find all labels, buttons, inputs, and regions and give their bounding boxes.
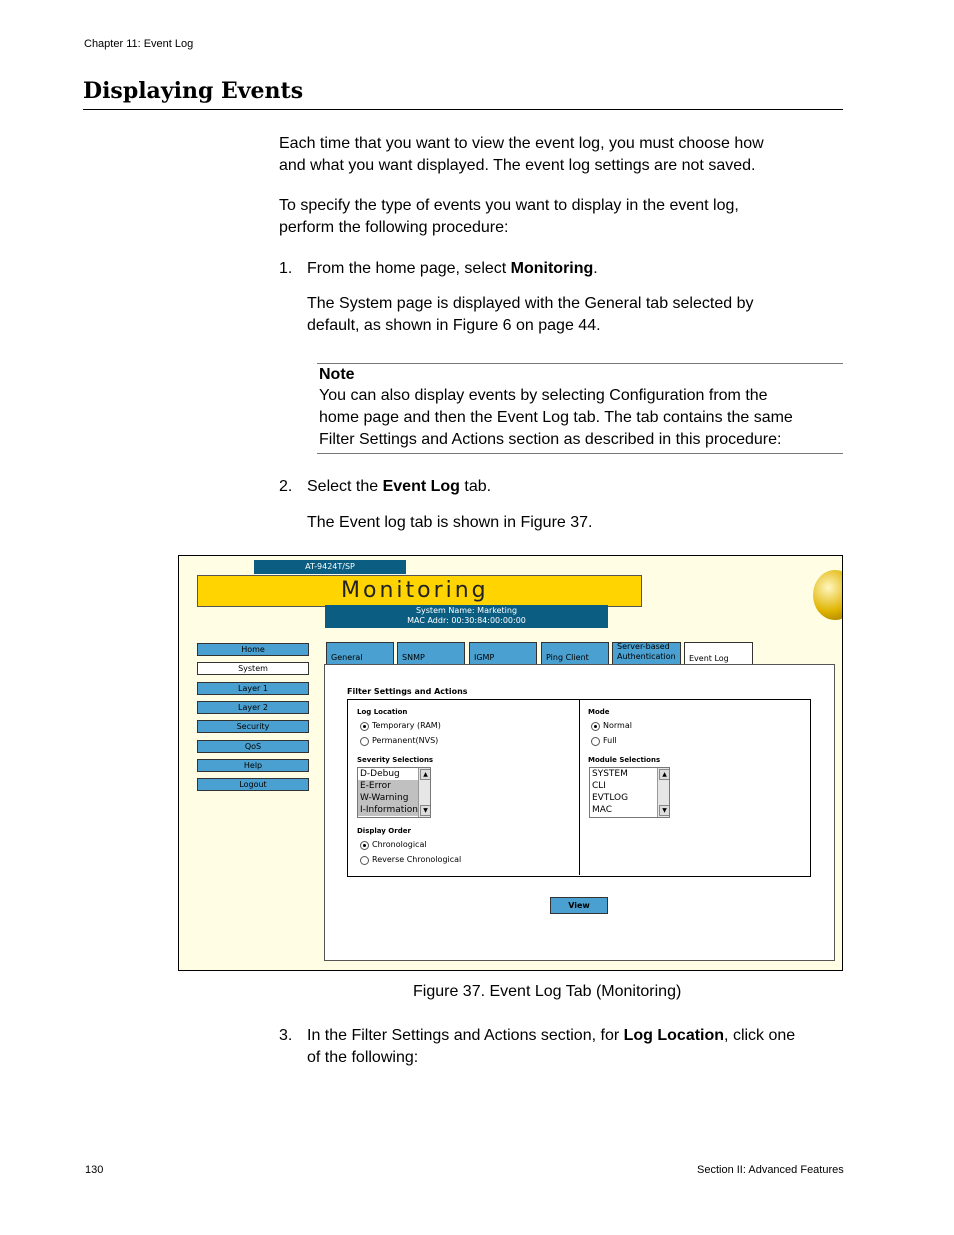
note (319, 364, 793, 451)
system-name: System Name: Marketing (415, 606, 518, 615)
mode-full-label: Full (603, 736, 617, 745)
mode-normal-label: Normal (603, 721, 632, 730)
step-1-text (307, 258, 598, 280)
tab-snmp-label: SNMP (402, 653, 425, 662)
step-2-description: The Event log tab is shown in Figure 37. (307, 514, 593, 531)
severity-option[interactable]: W-Warning (358, 792, 430, 804)
severity-selections-label: Severity Selections (357, 756, 434, 764)
system-info-box (325, 605, 608, 628)
tab-event-log[interactable] (684, 642, 753, 665)
tab-snmp[interactable] (397, 642, 465, 664)
nav-home-button[interactable]: Home (197, 643, 309, 656)
display-order-label: Display Order (357, 827, 411, 835)
severity-scrollbar[interactable] (418, 768, 430, 817)
nav-layer2-button[interactable]: Layer 2 (197, 701, 309, 714)
tab-ping-client-label: Ping Client (546, 653, 589, 662)
scroll-up-icon[interactable]: ▲ (659, 769, 670, 780)
step-2-pre: Select the (307, 478, 383, 495)
tab-igmp[interactable] (469, 642, 537, 664)
log-location-label: Log Location (357, 708, 408, 716)
log-location-temporary-radio[interactable] (360, 722, 369, 731)
step-1-post: . (593, 260, 598, 277)
nav-help-button[interactable]: Help (197, 759, 309, 772)
note-line-3: Filter Settings and Actions section as described in this procedure: (319, 431, 782, 448)
chapter-header: Chapter 11: Event Log (84, 38, 194, 50)
tab-igmp-label: IGMP (474, 653, 495, 662)
view-button[interactable]: View (550, 897, 608, 914)
globe-logo-icon (813, 570, 843, 620)
step-1-pre: From the home page, select (307, 260, 511, 277)
step-1-desc-line-1: The System page is displayed with the General tab selected by (307, 295, 754, 312)
display-order-reverse-radio[interactable] (360, 856, 369, 865)
procedure-line-1: To specify the type of events you want to display in the event log, (279, 197, 739, 214)
severity-option[interactable]: E-Error (358, 780, 430, 792)
step-2-number: 2. (279, 478, 293, 495)
step-3-post: , click one (724, 1027, 796, 1044)
intro-paragraph (279, 133, 764, 177)
module-listbox[interactable] (589, 767, 670, 818)
tab-server-auth-line-2: Authentication (617, 652, 676, 661)
nav-layer1-button[interactable]: Layer 1 (197, 682, 309, 695)
display-order-chronological-label: Chronological (372, 840, 427, 849)
intro-line-1: Each time that you want to view the event log, you must choose how (279, 135, 764, 152)
model-label: AT-9424T/SP (254, 560, 406, 574)
step-1-desc-line-2: default, as shown in Figure 6 on page 44. (307, 317, 601, 334)
figure-caption: Figure 37. Event Log Tab (Monitoring) (413, 983, 682, 1000)
severity-option[interactable]: I-Information (358, 804, 430, 816)
tab-ping-client[interactable] (541, 642, 609, 664)
scroll-down-icon[interactable]: ▼ (659, 805, 670, 816)
step-3-pre: In the Filter Settings and Actions section, for (307, 1027, 624, 1044)
nav-system-button[interactable]: System (197, 662, 309, 675)
tab-event-log-label: Event Log (689, 654, 729, 663)
module-option[interactable]: EVTLOG (592, 793, 629, 803)
monitoring-banner (197, 575, 642, 607)
filter-divider (579, 699, 580, 875)
nav-security-button[interactable]: Security (197, 720, 309, 733)
procedure-line-2: perform the following procedure: (279, 219, 509, 236)
note-line-2: home page and then the Event Log tab. The tab contains the same (319, 409, 793, 426)
section-title: Displaying Events (83, 78, 304, 104)
tab-general[interactable] (326, 642, 394, 664)
display-order-reverse-label: Reverse Chronological (372, 855, 462, 864)
severity-option[interactable]: D-Debug (360, 769, 400, 779)
step-2-post: tab. (459, 478, 492, 495)
mode-normal-radio[interactable] (591, 722, 600, 731)
tab-server-based-authentication[interactable] (612, 642, 681, 664)
filter-settings-title: Filter Settings and Actions (347, 687, 468, 696)
page-number: 130 (85, 1164, 104, 1176)
nav-qos-button[interactable]: QoS (197, 740, 309, 753)
monitoring-title: Monitoring (341, 578, 489, 603)
log-location-temporary-label: Temporary (RAM) (372, 721, 441, 730)
display-order-chronological-radio[interactable] (360, 841, 369, 850)
event-log-screenshot (178, 555, 843, 971)
scroll-down-icon[interactable]: ▼ (420, 805, 431, 816)
nav-logout-button[interactable]: Logout (197, 778, 309, 791)
scroll-up-icon[interactable]: ▲ (420, 769, 431, 780)
module-selections-label: Module Selections (588, 756, 661, 764)
step-3-bold: Log Location (623, 1027, 725, 1044)
tab-general-label: General (331, 653, 363, 662)
step-2-bold: Event Log (382, 478, 460, 495)
step-3-number: 3. (279, 1027, 293, 1044)
log-location-permanent-radio[interactable] (360, 737, 369, 746)
procedure-paragraph (279, 195, 739, 239)
step-2-text (307, 476, 491, 498)
severity-listbox[interactable] (357, 767, 431, 818)
section-footer: Section II: Advanced Features (697, 1164, 844, 1176)
module-scrollbar[interactable] (657, 768, 669, 817)
mode-label: Mode (588, 708, 610, 716)
note-heading: Note (319, 366, 355, 383)
title-rule (83, 109, 843, 110)
module-option[interactable]: MAC (592, 805, 613, 815)
step-3-line-2: of the following: (307, 1049, 419, 1066)
step-1-bold: Monitoring (510, 260, 594, 277)
step-3-line-1 (307, 1025, 795, 1047)
tab-server-auth-line-1: Server-based (617, 642, 670, 651)
mode-full-radio[interactable] (591, 737, 600, 746)
step-1-description (307, 293, 753, 337)
note-line-1: You can also display events by selecting Configuration from the (319, 387, 768, 404)
step-1-number: 1. (279, 260, 293, 277)
log-location-permanent-label: Permanent(NVS) (372, 736, 439, 745)
module-option[interactable]: CLI (592, 781, 606, 791)
module-option[interactable]: SYSTEM (592, 769, 628, 779)
intro-line-2: and what you want displayed. The event log settings are not saved. (279, 157, 756, 174)
note-bottom-rule (317, 453, 843, 454)
tab-server-auth-label (617, 642, 676, 662)
mac-address: MAC Addr: 00:30:84:00:00:00 (407, 616, 526, 625)
step-3-text (307, 1025, 795, 1069)
